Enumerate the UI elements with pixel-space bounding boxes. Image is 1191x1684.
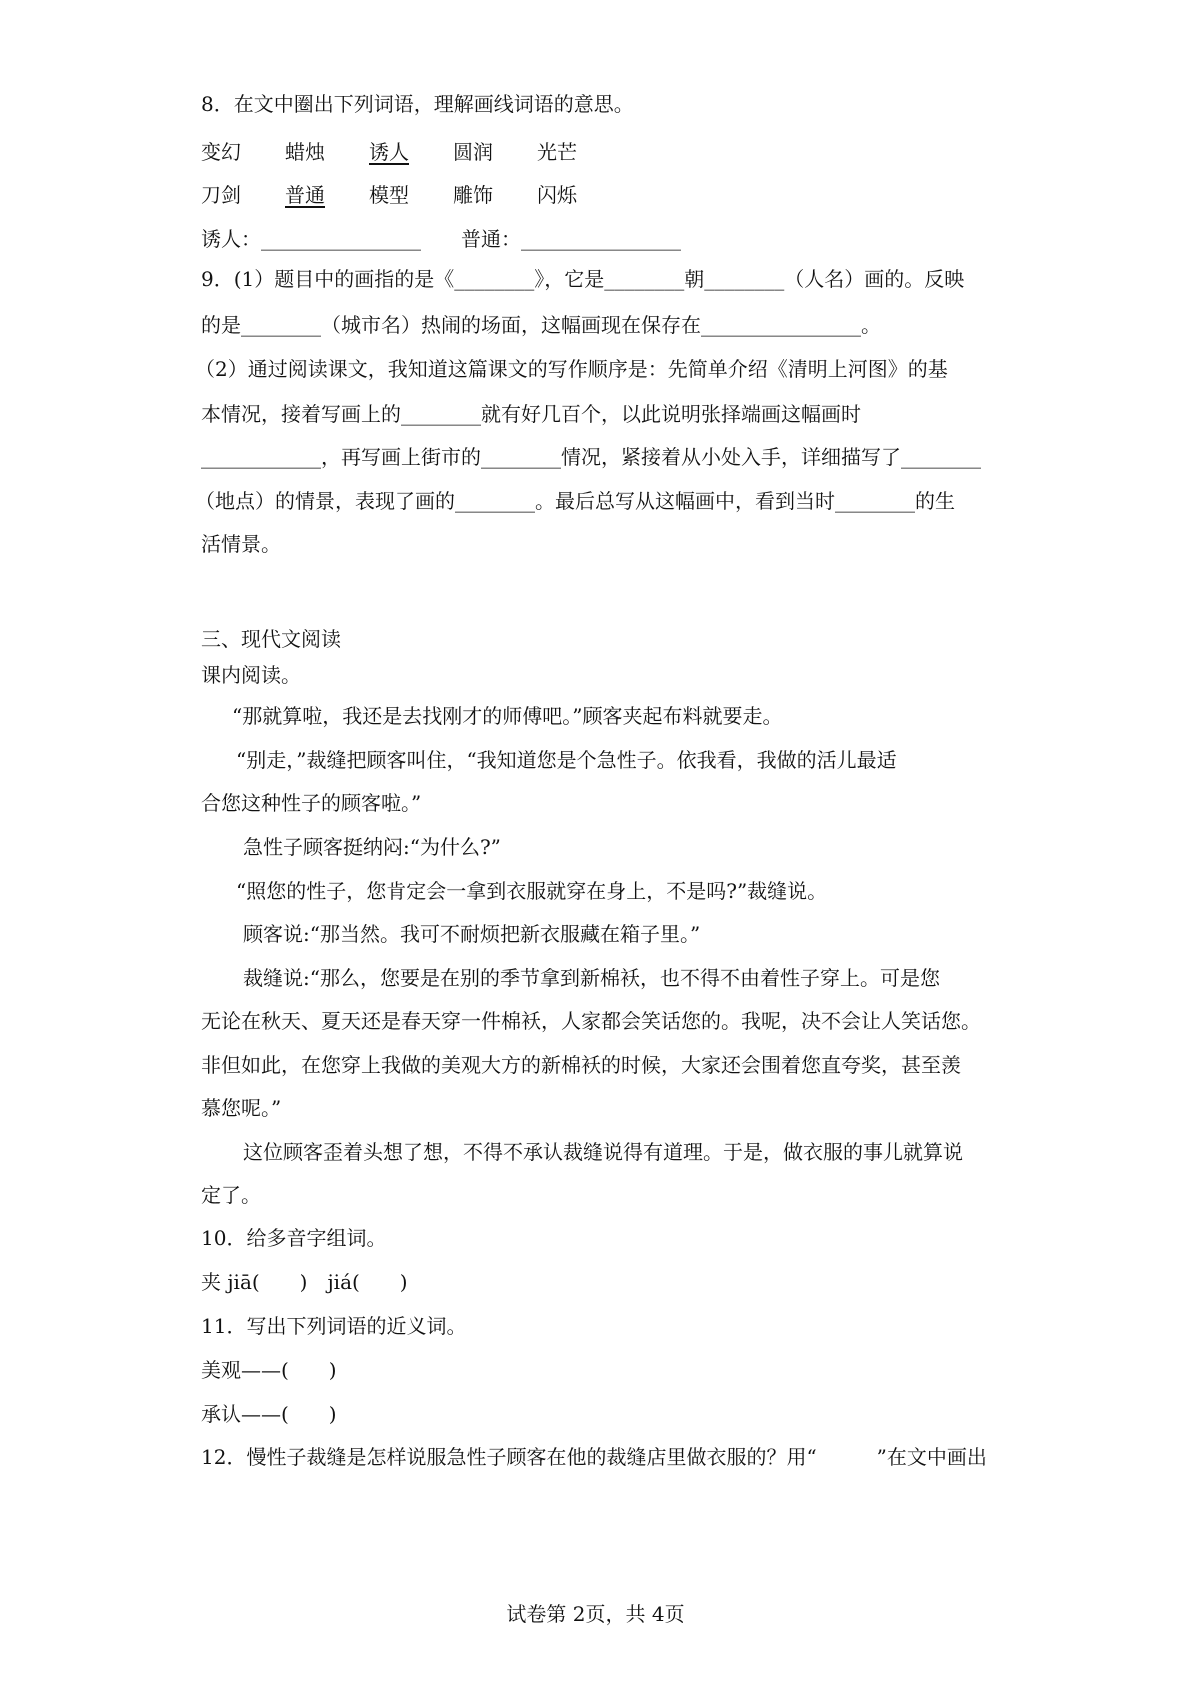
word-item: 雕饰 [453,183,493,207]
question-8-title: 8．在文中圈出下列词语，理解画线词语的意思。 [201,92,634,116]
q11-item-2: 承认——( ) [201,1402,337,1426]
question-12-title: 12．慢性子裁缝是怎样说服急性子顾客在他的裁缝店里做衣服的？用“ ”在文中画出 [201,1445,987,1469]
word-item: 圆润 [453,140,493,164]
page-footer: 试卷第 2页，共 4页 [506,1602,685,1626]
passage-line: “那就算啦，我还是去找刚才的师傅吧。”顾客夹起布料就要走。 [232,704,783,728]
passage-line: 顾客说:“那当然。我可不耐烦把新衣服藏在箱子里。” [243,922,701,946]
question-11-title: 11．写出下列词语的近义词。 [201,1314,467,1338]
q9-part2-line-5: 活情景。 [201,532,281,556]
word-item: 模型 [369,183,409,207]
passage-line: 无论在秋天、夏天还是春天穿一件棉袄，人家都会笑话您的。我呢，决不会让人笑话您。 [201,1009,981,1033]
passage-line: 急性子顾客挺纳闷:“为什么?” [243,835,501,859]
word-item: 刀剑 [201,183,241,207]
q9-part1-line-1: 9．(1）题目中的画指的是《________》，它是________朝________（人名）画的。反映 [201,267,965,291]
underlined-word-item: 诱人 [369,140,409,164]
passage-line: 慕您呢。” [201,1096,282,1120]
underlined-word-item: 普通 [285,183,325,207]
question-10-title: 10．给多音字组词。 [201,1226,387,1250]
word-item: 闪烁 [537,183,577,207]
passage-line: “别走，”裁缝把顾客叫住，“我知道您是个急性子。依我看，我做的活儿最适 [236,748,897,772]
q9-part2-line-3: ____________，再写画上街市的________情况，紧接着从小处入手，详细描写了________ [201,445,981,469]
passage-line: 合您这种性子的顾客啦。” [201,791,422,815]
word-item: 变幻 [201,140,241,164]
section-heading: 三、现代文阅读 [201,627,341,651]
passage-line: 这位顾客歪着头想了想，不得不承认裁缝说得有道理。于是，做衣服的事儿就算说 [243,1140,963,1164]
q10-answer-line: 夹 jiā( ) jiá( ) [201,1270,408,1294]
q8-meanings-line: 诱人：________________ 普通：________________ [201,227,681,251]
q9-part2-line-1: （2）通过阅读课文，我知道这篇课文的写作顺序是：先简单介绍《清明上河图》的基 [195,357,948,381]
passage-line: “照您的性子，您肯定会一拿到衣服就穿在身上，不是吗?”裁缝说。 [236,879,828,903]
q9-part1-line-2: 的是________（城市名）热闹的场面，这幅画现在保存在________________。 [201,313,881,337]
section-intro: 课内阅读。 [201,663,301,687]
passage-line: 定了。 [201,1183,261,1207]
word-item: 蜡烛 [285,140,325,164]
q11-item-1: 美观——( ) [201,1358,337,1382]
word-item: 光芒 [537,140,577,164]
passage-line: 裁缝说:“那么，您要是在别的季节拿到新棉袄，也不得不由着性子穿上。可是您 [243,966,940,990]
q9-part2-line-4: （地点）的情景，表现了画的________。最后总写从这幅画中，看到当时________的生 [195,489,955,513]
q9-part2-line-2: 本情况，接着写画上的________就有好几百个，以此说明张择端画这幅画时 [201,402,861,426]
passage-line: 非但如此，在您穿上我做的美观大方的新棉袄的时候，大家还会围着您直夸奖，甚至羡 [201,1053,961,1077]
